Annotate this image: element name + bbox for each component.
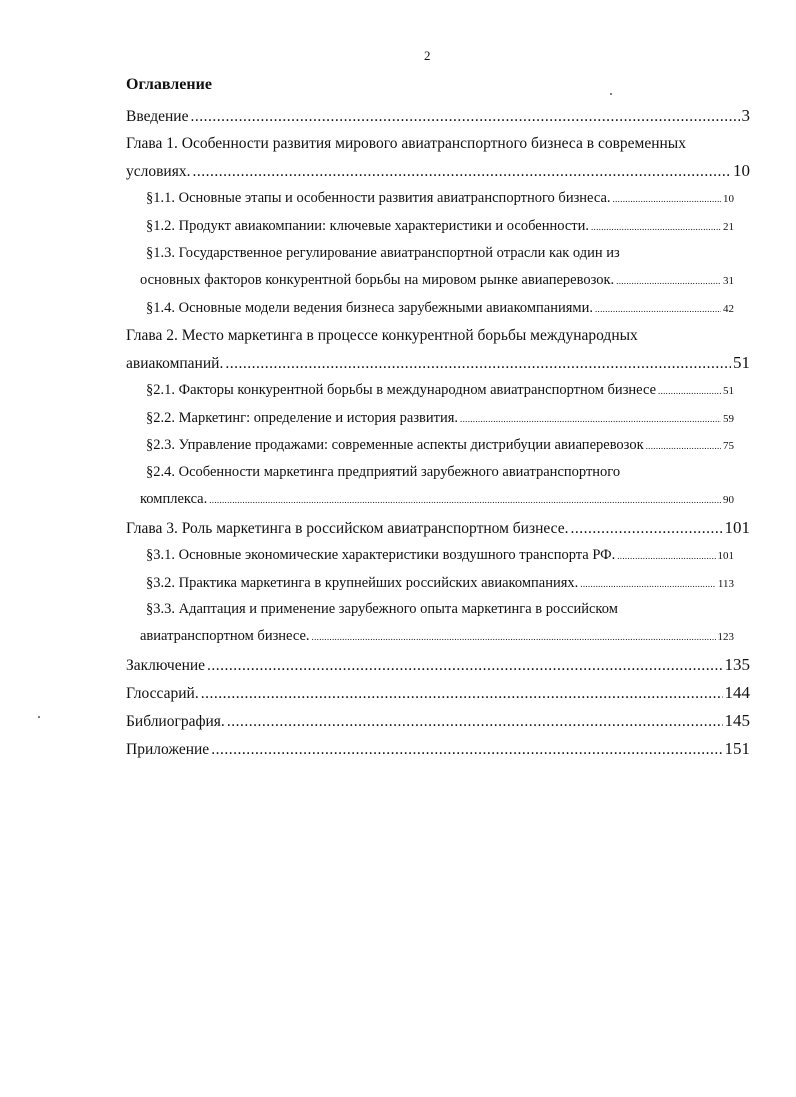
entry-page: 10 [723, 193, 734, 205]
entry-title: §3.2. Практика маркетинга в крупнейших российских авиакомпаниях. [146, 575, 579, 591]
entry-title: Библиография. [126, 713, 225, 730]
entry-title: §2.1. Факторы конкурентной борьбы в международном авиатранспортном бизнесе [146, 382, 657, 398]
page-number: 2 [424, 48, 431, 63]
entry-title: §3.1. Основные экономические характеристики воздушного транспорта РФ. [146, 547, 616, 563]
entry-title-cont: условиях. [126, 163, 191, 180]
scan-speck [38, 716, 40, 718]
entry-title: §1.2. Продукт авиакомпании: ключевые характеристики и особенности. [146, 218, 589, 234]
toc-entry-2-3[interactable] [146, 432, 734, 459]
entry-page: 75 [723, 440, 734, 452]
toc-entry-chapter-2[interactable] [126, 322, 750, 376]
toc-entry-1-4[interactable] [146, 295, 734, 322]
toc-entry-1-1[interactable] [146, 185, 734, 212]
entry-page: 151 [724, 739, 750, 758]
entry-page: 21 [723, 221, 734, 233]
entry-title: Глава 2. Место маркетинга в процессе конкурентной борьбы международных [126, 327, 638, 344]
entry-page: 59 [723, 413, 734, 425]
dot-leader [225, 350, 731, 377]
entry-page: 42 [723, 303, 734, 315]
toc-entry-bibliography[interactable] [126, 707, 750, 734]
toc-entry-chapter-1[interactable] [126, 130, 750, 184]
toc-entry-intro[interactable] [126, 102, 750, 129]
entry-title: §1.3. Государственное регулирование авиатранспортной отрасли как один из [146, 245, 620, 261]
entry-title: Приложение [126, 741, 210, 758]
dot-leader [580, 570, 716, 598]
entry-title-cont: комплекса. [140, 491, 208, 507]
dot-leader [613, 185, 721, 213]
dot-leader [658, 377, 721, 405]
dot-leader [646, 432, 721, 460]
entry-title: Глава 3. Роль маркетинга в российском авиатранспортном бизнесе. [126, 520, 569, 537]
entry-page: 10 [733, 161, 750, 180]
scan-speck [610, 93, 612, 95]
entry-page: 135 [724, 655, 750, 674]
dot-leader [312, 623, 716, 651]
entry-title: Заключение [126, 657, 206, 674]
dot-leader [209, 486, 721, 514]
toc-entry-appendix[interactable] [126, 735, 750, 762]
entry-title: §2.3. Управление продажами: современные аспекты дистрибуции авиаперевозок [146, 437, 644, 453]
toc-entry-2-1[interactable] [146, 377, 734, 404]
toc-entry-3-3[interactable] [140, 596, 734, 650]
entry-title-cont: основных факторов конкурентной борьбы на мировом рынке авиаперевозок. [140, 272, 615, 288]
dot-leader [570, 515, 722, 542]
entry-title: Глоссарий. [126, 685, 199, 702]
dot-leader [616, 267, 721, 295]
toc-entry-1-3[interactable] [140, 240, 734, 294]
dot-leader [207, 652, 722, 679]
toc-entry-2-4[interactable] [140, 459, 734, 513]
entry-title: §3.3. Адаптация и применение зарубежного опыта маркетинга в российском [146, 601, 618, 617]
toc-entry-glossary[interactable] [126, 679, 750, 706]
entry-title-cont: авиатранспортном бизнесе. [140, 628, 310, 644]
dot-leader [227, 708, 723, 735]
toc-entry-3-1[interactable] [146, 542, 734, 569]
toc-heading: Оглавление [126, 76, 212, 93]
entry-page: 3 [741, 106, 750, 125]
entry-page: 51 [733, 353, 750, 372]
dot-leader [591, 213, 721, 241]
toc-entry-conclusion[interactable] [126, 651, 750, 678]
dot-leader [192, 158, 731, 185]
entry-title: Глава 1. Особенности развития мирового авиатранспортного бизнеса в современных [126, 135, 686, 152]
toc-entry-2-2[interactable] [146, 405, 734, 432]
dot-leader [211, 736, 722, 763]
entry-page: 101 [717, 550, 734, 562]
entry-page: 145 [724, 711, 750, 730]
dot-leader [201, 680, 723, 707]
entry-page: 31 [723, 275, 734, 287]
dot-leader [617, 542, 715, 570]
entry-page: 101 [724, 518, 750, 537]
entry-page: 144 [724, 683, 750, 702]
dot-leader [190, 103, 739, 130]
dot-leader [460, 405, 721, 433]
entry-title-cont: авиакомпаний. [126, 355, 224, 372]
entry-page: 51 [723, 385, 734, 397]
entry-title: §2.2. Маркетинг: определение и история развития. [146, 410, 459, 426]
entry-title: §1.4. Основные модели ведения бизнеса зарубежными авиакомпаниями. [146, 300, 593, 316]
dot-leader [595, 295, 721, 323]
entry-title: Введение [126, 108, 189, 125]
toc-entry-chapter-3[interactable] [126, 514, 750, 541]
entry-page: 113 [717, 578, 734, 590]
toc-entry-1-2[interactable] [146, 213, 734, 240]
entry-title: §2.4. Особенности маркетинга предприятий зарубежного авиатранспортного [146, 464, 621, 480]
entry-page: 123 [717, 631, 734, 643]
entry-page: 90 [723, 494, 734, 506]
entry-title: §1.1. Основные этапы и особенности развития авиатранспортного бизнеса. [146, 190, 611, 206]
toc-entry-3-2[interactable] [146, 570, 734, 597]
